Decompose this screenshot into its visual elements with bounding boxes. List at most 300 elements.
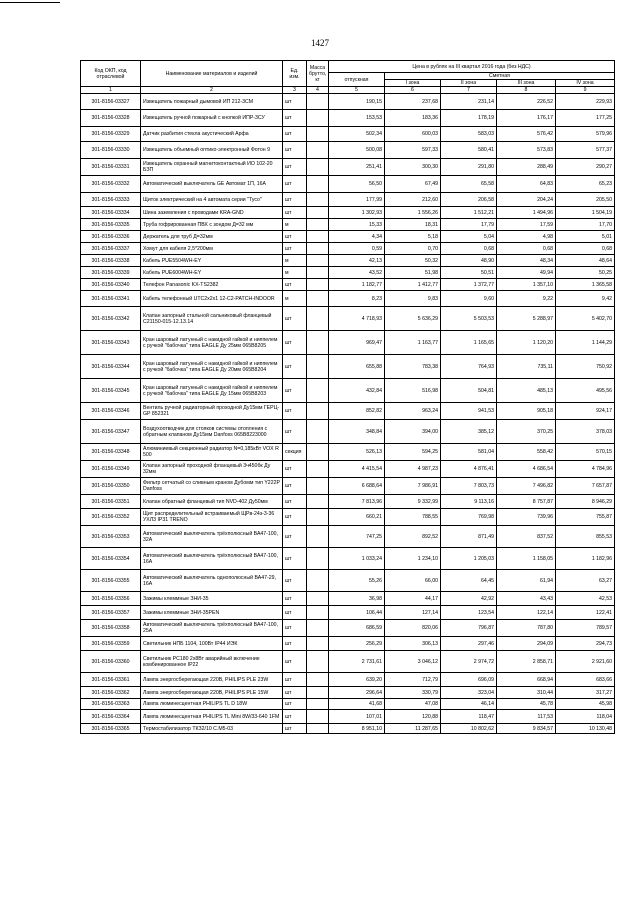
- cell-code: 301-8156-03350: [81, 478, 141, 495]
- cell-code: 301-8156-03338: [81, 255, 141, 267]
- cell-name: Зажимы клеммные ЗНИ-35PEN: [141, 606, 283, 620]
- cell-zone-4-price: 317,27: [556, 687, 615, 699]
- header-zone-2: II зона: [441, 80, 497, 87]
- cell-release-price: 41,68: [329, 699, 385, 710]
- column-number: 1: [81, 87, 141, 94]
- cell-name: Зажимы клеммные ЗНИ-35: [141, 592, 283, 606]
- cell-name: Лампа энергосберегающая 220В, PHILIPS PLE 15W: [141, 687, 283, 699]
- table-row: [81, 159, 615, 176]
- cell-mass: [307, 461, 329, 478]
- cell-zone-3-price: 2 858,71: [497, 651, 556, 673]
- cell-code: 301-8156-03332: [81, 176, 141, 193]
- cell-zone-4-price: 4 784,96: [556, 461, 615, 478]
- cell-zone-4-price: 5 402,70: [556, 307, 615, 331]
- cell-zone-1-price: 5,18: [385, 231, 441, 243]
- cell-zone-3-price: 1 158,05: [497, 548, 556, 570]
- cell-code: 301-8156-03343: [81, 331, 141, 355]
- top-rule: [0, 2, 60, 3]
- cell-zone-3-price: 1 357,10: [497, 279, 556, 291]
- cell-name: Щиток электрический на 4 автомата серии "Тусо": [141, 193, 283, 207]
- cell-mass: [307, 548, 329, 570]
- cell-name: Фильтр сетчатый со сливным краном Дубомм тип Y222P Danfoss: [141, 478, 283, 495]
- cell-release-price: 8 951,10: [329, 724, 385, 734]
- cell-release-price: 660,21: [329, 509, 385, 526]
- cell-zone-1-price: 394,00: [385, 420, 441, 444]
- cell-code: 301-8156-03336: [81, 231, 141, 243]
- cell-zone-2-price: 764,93: [441, 355, 497, 379]
- cell-zone-1-price: 1 412,77: [385, 279, 441, 291]
- cell-zone-4-price: 294,73: [556, 637, 615, 651]
- cell-code: 301-8156-03342: [81, 307, 141, 331]
- table-row: [81, 710, 615, 724]
- cell-zone-2-price: 17,79: [441, 219, 497, 231]
- cell-release-price: 500,08: [329, 142, 385, 159]
- cell-zone-4-price: 177,25: [556, 110, 615, 127]
- cell-zone-4-price: 683,66: [556, 673, 615, 687]
- cell-release-price: 56,50: [329, 176, 385, 193]
- cell-zone-3-price: 9,22: [497, 291, 556, 307]
- cell-name: Светильник PC180 2х8Вт аварийный включение комбинированное IP22: [141, 651, 283, 673]
- cell-name: Автоматический выключатель трёхполюсный ВА47-100, 25А: [141, 620, 283, 637]
- cell-zone-1-price: 783,38: [385, 355, 441, 379]
- cell-zone-2-price: 5,04: [441, 231, 497, 243]
- table-row: [81, 570, 615, 592]
- table-row: [81, 495, 615, 509]
- cell-zone-4-price: 118,04: [556, 710, 615, 724]
- cell-code: 301-8156-03330: [81, 142, 141, 159]
- cell-code: 301-8156-03329: [81, 127, 141, 142]
- cell-zone-2-price: 796,87: [441, 620, 497, 637]
- cell-unit: шт: [283, 420, 307, 444]
- cell-code: 301-8156-03340: [81, 279, 141, 291]
- cell-zone-3-price: 49,94: [497, 267, 556, 279]
- table-row: [81, 592, 615, 606]
- table-row: [81, 724, 615, 734]
- cell-zone-2-price: 231,14: [441, 94, 497, 110]
- cell-mass: [307, 355, 329, 379]
- cell-unit: шт: [283, 243, 307, 255]
- column-number: 6: [385, 87, 441, 94]
- cell-zone-2-price: 5 503,53: [441, 307, 497, 331]
- cell-zone-1-price: 51,98: [385, 267, 441, 279]
- cell-zone-1-price: 7 986,91: [385, 478, 441, 495]
- cell-zone-3-price: 1 120,20: [497, 331, 556, 355]
- cell-zone-3-price: 176,17: [497, 110, 556, 127]
- table-row: [81, 420, 615, 444]
- cell-zone-1-price: 4 987,23: [385, 461, 441, 478]
- cell-unit: шт: [283, 307, 307, 331]
- cell-zone-2-price: 2 974,72: [441, 651, 497, 673]
- cell-zone-2-price: 323,04: [441, 687, 497, 699]
- cell-zone-1-price: 18,31: [385, 219, 441, 231]
- cell-code: 301-8156-03353: [81, 526, 141, 548]
- cell-zone-3-price: 226,52: [497, 94, 556, 110]
- cell-unit: шт: [283, 592, 307, 606]
- cell-zone-1-price: 3 046,12: [385, 651, 441, 673]
- cell-zone-2-price: 1 512,21: [441, 207, 497, 219]
- cell-unit: шт: [283, 355, 307, 379]
- cell-name: Извещатель ручной пожарный с кнопкой ИПР-3СУ: [141, 110, 283, 127]
- cell-mass: [307, 495, 329, 509]
- cell-name: Клапан обратный фланцевый тип NVD-402 Ду50мм: [141, 495, 283, 509]
- price-table: [80, 60, 615, 734]
- cell-zone-2-price: 50,51: [441, 267, 497, 279]
- cell-unit: м: [283, 267, 307, 279]
- cell-zone-1-price: 127,14: [385, 606, 441, 620]
- cell-unit: шт: [283, 606, 307, 620]
- cell-zone-4-price: 855,53: [556, 526, 615, 548]
- cell-name: Автоматический выключатель трёхполюсный ВА47-100, 32А: [141, 526, 283, 548]
- cell-zone-4-price: 45,98: [556, 699, 615, 710]
- cell-code: 301-8156-03328: [81, 110, 141, 127]
- cell-mass: [307, 207, 329, 219]
- cell-release-price: 0,59: [329, 243, 385, 255]
- cell-mass: [307, 724, 329, 734]
- table-row: [81, 255, 615, 267]
- cell-zone-3-price: 735,11: [497, 355, 556, 379]
- cell-zone-3-price: 294,09: [497, 637, 556, 651]
- cell-zone-4-price: 5,01: [556, 231, 615, 243]
- cell-name: Лампа люминесцентная PHILIPS TL Mini 8W/33-640 1FM: [141, 710, 283, 724]
- cell-unit: шт: [283, 548, 307, 570]
- cell-zone-3-price: 117,53: [497, 710, 556, 724]
- cell-zone-2-price: 206,58: [441, 193, 497, 207]
- table-row: [81, 127, 615, 142]
- cell-name: Кабель PUE6004WH-EY: [141, 267, 283, 279]
- cell-release-price: 153,53: [329, 110, 385, 127]
- cell-zone-2-price: 7 803,73: [441, 478, 497, 495]
- cell-unit: шт: [283, 637, 307, 651]
- cell-zone-1-price: 66,00: [385, 570, 441, 592]
- cell-zone-2-price: 580,41: [441, 142, 497, 159]
- cell-code: 301-8156-03344: [81, 355, 141, 379]
- cell-unit: шт: [283, 193, 307, 207]
- cell-unit: м: [283, 255, 307, 267]
- cell-zone-1-price: 1 163,77: [385, 331, 441, 355]
- header-name: Наименование материалов и изделий: [141, 61, 283, 87]
- cell-mass: [307, 673, 329, 687]
- table-row: [81, 444, 615, 461]
- cell-release-price: 4 718,93: [329, 307, 385, 331]
- cell-zone-3-price: 576,42: [497, 127, 556, 142]
- cell-mass: [307, 620, 329, 637]
- cell-release-price: 6 688,64: [329, 478, 385, 495]
- cell-unit: шт: [283, 142, 307, 159]
- cell-zone-1-price: 892,52: [385, 526, 441, 548]
- cell-name: Автоматический выключатель трёхполюсный ВА47-100, 16А: [141, 548, 283, 570]
- cell-zone-1-price: 306,13: [385, 637, 441, 651]
- cell-zone-1-price: 594,25: [385, 444, 441, 461]
- cell-mass: [307, 219, 329, 231]
- cell-name: Лампа энергосберегающая 220В, PHILIPS PLE 23W: [141, 673, 283, 687]
- cell-release-price: 1 302,93: [329, 207, 385, 219]
- cell-code: 301-8156-03341: [81, 291, 141, 307]
- cell-name: Хомут для кабеля 2,5*200мм: [141, 243, 283, 255]
- cell-mass: [307, 687, 329, 699]
- cell-mass: [307, 110, 329, 127]
- cell-zone-3-price: 787,80: [497, 620, 556, 637]
- table-row: [81, 94, 615, 110]
- cell-zone-2-price: 42,92: [441, 592, 497, 606]
- cell-zone-1-price: 9 332,99: [385, 495, 441, 509]
- cell-zone-4-price: 1 182,96: [556, 548, 615, 570]
- cell-zone-2-price: 769,98: [441, 509, 497, 526]
- cell-name: Щит распределительный встраиваемый ЩРв-24з-3-36 УХЛ3 IP31 TRENO: [141, 509, 283, 526]
- header-mass: Масса брутто, кг: [307, 61, 329, 87]
- table-row: [81, 331, 615, 355]
- table-row: [81, 548, 615, 570]
- cell-release-price: 655,88: [329, 355, 385, 379]
- cell-unit: шт: [283, 724, 307, 734]
- cell-mass: [307, 127, 329, 142]
- cell-zone-3-price: 48,34: [497, 255, 556, 267]
- cell-zone-3-price: 204,24: [497, 193, 556, 207]
- cell-unit: м: [283, 219, 307, 231]
- cell-zone-2-price: 65,58: [441, 176, 497, 193]
- cell-unit: шт: [283, 94, 307, 110]
- table-row: [81, 279, 615, 291]
- cell-zone-3-price: 573,83: [497, 142, 556, 159]
- cell-zone-2-price: 581,04: [441, 444, 497, 461]
- cell-mass: [307, 94, 329, 110]
- cell-zone-1-price: 44,17: [385, 592, 441, 606]
- column-number: 5: [329, 87, 385, 94]
- cell-name: Извещатель охранный магнитоконтактный ИО 102-20 БЗП: [141, 159, 283, 176]
- cell-code: 301-8156-03363: [81, 699, 141, 710]
- cell-name: Труба гофрированная ПВХ с зондом Д=32 мм: [141, 219, 283, 231]
- header-zone-1: I зона: [385, 80, 441, 87]
- cell-release-price: 348,84: [329, 420, 385, 444]
- cell-zone-3-price: 8 757,87: [497, 495, 556, 509]
- cell-release-price: 43,52: [329, 267, 385, 279]
- header-unit: Ед. изм.: [283, 61, 307, 87]
- cell-name: Автоматический выключатель однополюсный ВА47-29, 16А: [141, 570, 283, 592]
- table-row: [81, 526, 615, 548]
- cell-code: 301-8156-03335: [81, 219, 141, 231]
- cell-zone-4-price: 0,68: [556, 243, 615, 255]
- cell-zone-3-price: 17,59: [497, 219, 556, 231]
- cell-name: Клапан запорный стальной сальниковый фланцевый С21150-015-12.13.14: [141, 307, 283, 331]
- cell-zone-3-price: 64,83: [497, 176, 556, 193]
- cell-mass: [307, 509, 329, 526]
- table-row: [81, 620, 615, 637]
- column-number: 9: [556, 87, 615, 94]
- cell-mass: [307, 307, 329, 331]
- cell-release-price: 639,20: [329, 673, 385, 687]
- cell-zone-2-price: 178,19: [441, 110, 497, 127]
- cell-zone-4-price: 65,23: [556, 176, 615, 193]
- table-row: [81, 267, 615, 279]
- cell-code: 301-8156-03331: [81, 159, 141, 176]
- page-number: 1427: [311, 38, 329, 48]
- cell-zone-2-price: 941,53: [441, 403, 497, 420]
- cell-unit: шт: [283, 478, 307, 495]
- cell-zone-4-price: 10 130,48: [556, 724, 615, 734]
- cell-name: Воздухоотводчик для стояков системы отопления с обратным клапаном Ду15мм Danfoss 065B8223000: [141, 420, 283, 444]
- cell-zone-2-price: 48,90: [441, 255, 497, 267]
- cell-unit: секция: [283, 444, 307, 461]
- cell-code: 301-8156-03361: [81, 673, 141, 687]
- cell-zone-3-price: 905,18: [497, 403, 556, 420]
- cell-mass: [307, 606, 329, 620]
- cell-mass: [307, 699, 329, 710]
- cell-zone-1-price: 330,79: [385, 687, 441, 699]
- cell-zone-2-price: 123,54: [441, 606, 497, 620]
- cell-zone-1-price: 120,88: [385, 710, 441, 724]
- cell-code: 301-8156-03362: [81, 687, 141, 699]
- cell-zone-4-price: 577,37: [556, 142, 615, 159]
- cell-code: 301-8156-03337: [81, 243, 141, 255]
- cell-code: 301-8156-03345: [81, 379, 141, 403]
- cell-release-price: 296,64: [329, 687, 385, 699]
- column-number: 3: [283, 87, 307, 94]
- cell-unit: шт: [283, 379, 307, 403]
- cell-zone-1-price: 963,24: [385, 403, 441, 420]
- cell-code: 301-8156-03359: [81, 637, 141, 651]
- cell-zone-4-price: 495,56: [556, 379, 615, 403]
- cell-release-price: 55,26: [329, 570, 385, 592]
- cell-zone-1-price: 183,36: [385, 110, 441, 127]
- table-row: [81, 142, 615, 159]
- table-row: [81, 461, 615, 478]
- cell-name: Алюминиевый секционный радиатор N=0,185кВт VOX R 500: [141, 444, 283, 461]
- table-row: [81, 307, 615, 331]
- cell-unit: шт: [283, 651, 307, 673]
- cell-code: 301-8156-03349: [81, 461, 141, 478]
- cell-code: 301-8156-03348: [81, 444, 141, 461]
- cell-zone-3-price: 0,68: [497, 243, 556, 255]
- column-number: 8: [497, 87, 556, 94]
- cell-zone-3-price: 5 288,97: [497, 307, 556, 331]
- cell-name: Клапан запорный проходной фланцевый 3ч450бк Ду 32мм: [141, 461, 283, 478]
- cell-zone-3-price: 370,25: [497, 420, 556, 444]
- cell-zone-3-price: 4,98: [497, 231, 556, 243]
- cell-release-price: 526,13: [329, 444, 385, 461]
- cell-release-price: 42,13: [329, 255, 385, 267]
- cell-name: Кран шаровый латунный с накидной гайкой и ниппелем с ручкой "бабочка" типа EAGLE Ду 25мм 065B8205: [141, 331, 283, 355]
- cell-release-price: 4 415,54: [329, 461, 385, 478]
- cell-unit: шт: [283, 159, 307, 176]
- cell-release-price: 106,44: [329, 606, 385, 620]
- cell-unit: шт: [283, 710, 307, 724]
- cell-mass: [307, 403, 329, 420]
- cell-name: Кабель PUE5504WH-EY: [141, 255, 283, 267]
- cell-zone-4-price: 1 365,58: [556, 279, 615, 291]
- cell-zone-4-price: 48,64: [556, 255, 615, 267]
- cell-zone-2-price: 1 205,03: [441, 548, 497, 570]
- cell-unit: шт: [283, 526, 307, 548]
- cell-code: 301-8156-03356: [81, 592, 141, 606]
- cell-zone-3-price: 668,94: [497, 673, 556, 687]
- cell-unit: шт: [283, 127, 307, 142]
- cell-code: 301-8156-03333: [81, 193, 141, 207]
- cell-zone-1-price: 300,30: [385, 159, 441, 176]
- cell-mass: [307, 159, 329, 176]
- cell-zone-4-price: 50,25: [556, 267, 615, 279]
- header-estimate: Сметная: [385, 73, 615, 80]
- cell-zone-3-price: 9 834,57: [497, 724, 556, 734]
- cell-zone-4-price: 7 657,87: [556, 478, 615, 495]
- cell-zone-2-price: 1 165,65: [441, 331, 497, 355]
- cell-zone-4-price: 17,70: [556, 219, 615, 231]
- cell-release-price: 36,98: [329, 592, 385, 606]
- cell-mass: [307, 193, 329, 207]
- cell-mass: [307, 651, 329, 673]
- cell-zone-2-price: 583,03: [441, 127, 497, 142]
- cell-release-price: 686,59: [329, 620, 385, 637]
- cell-zone-1-price: 788,55: [385, 509, 441, 526]
- cell-zone-2-price: 118,47: [441, 710, 497, 724]
- table-row: [81, 606, 615, 620]
- cell-zone-4-price: 579,96: [556, 127, 615, 142]
- cell-name: Шина заземления с проводами KRA-GND: [141, 207, 283, 219]
- cell-release-price: 747,25: [329, 526, 385, 548]
- cell-release-price: 969,47: [329, 331, 385, 355]
- cell-zone-2-price: 385,12: [441, 420, 497, 444]
- table-row: [81, 291, 615, 307]
- cell-zone-2-price: 9 113,16: [441, 495, 497, 509]
- cell-name: Термостабилизатор ТКЗ2/10 С.М5-03: [141, 724, 283, 734]
- cell-zone-2-price: 9,60: [441, 291, 497, 307]
- cell-zone-1-price: 516,98: [385, 379, 441, 403]
- table-row: [81, 478, 615, 495]
- header-zone-4: IV зона: [556, 80, 615, 87]
- table-row: [81, 243, 615, 255]
- cell-zone-2-price: 46,14: [441, 699, 497, 710]
- cell-name: Кран шаровый латунный с накидной гайкой и ниппелем с ручкой "бабочка" типа EAGLE Ду 20мм 065B8204: [141, 355, 283, 379]
- cell-zone-4-price: 789,57: [556, 620, 615, 637]
- cell-mass: [307, 243, 329, 255]
- cell-zone-2-price: 10 802,62: [441, 724, 497, 734]
- cell-zone-2-price: 1 372,77: [441, 279, 497, 291]
- cell-code: 301-8156-03360: [81, 651, 141, 673]
- cell-zone-1-price: 11 287,65: [385, 724, 441, 734]
- cell-code: 301-8156-03357: [81, 606, 141, 620]
- cell-name: Телефон Panasonic KX-TS2382: [141, 279, 283, 291]
- cell-mass: [307, 231, 329, 243]
- header-price-group: Цена в рублях на III квартал 2016 года (без НДС): [329, 61, 615, 73]
- cell-code: 301-8156-03351: [81, 495, 141, 509]
- cell-code: 301-8156-03339: [81, 267, 141, 279]
- cell-mass: [307, 267, 329, 279]
- cell-zone-2-price: 871,49: [441, 526, 497, 548]
- cell-unit: шт: [283, 110, 307, 127]
- cell-name: Кабель телефонный UTC2x2x1 12-C2-PATCH-INDOOR: [141, 291, 283, 307]
- cell-zone-4-price: 290,27: [556, 159, 615, 176]
- cell-zone-1-price: 50,32: [385, 255, 441, 267]
- cell-code: 301-8156-03334: [81, 207, 141, 219]
- cell-zone-1-price: 212,60: [385, 193, 441, 207]
- table-row: [81, 176, 615, 193]
- cell-code: 301-8156-03364: [81, 710, 141, 724]
- cell-code: 301-8156-03354: [81, 548, 141, 570]
- column-number: 2: [141, 87, 283, 94]
- cell-zone-4-price: 570,15: [556, 444, 615, 461]
- cell-name: Автоматический выключатель GE Автомат 1П, 16А: [141, 176, 283, 193]
- cell-mass: [307, 255, 329, 267]
- table-body: [81, 94, 615, 734]
- cell-release-price: 502,34: [329, 127, 385, 142]
- cell-mass: [307, 279, 329, 291]
- cell-mass: [307, 420, 329, 444]
- cell-name: Извещатель объемный оптико-электронный Фотон 9: [141, 142, 283, 159]
- cell-zone-1-price: 712,79: [385, 673, 441, 687]
- table-row: [81, 193, 615, 207]
- cell-zone-1-price: 597,33: [385, 142, 441, 159]
- cell-unit: шт: [283, 673, 307, 687]
- cell-zone-4-price: 9,42: [556, 291, 615, 307]
- cell-release-price: 177,99: [329, 193, 385, 207]
